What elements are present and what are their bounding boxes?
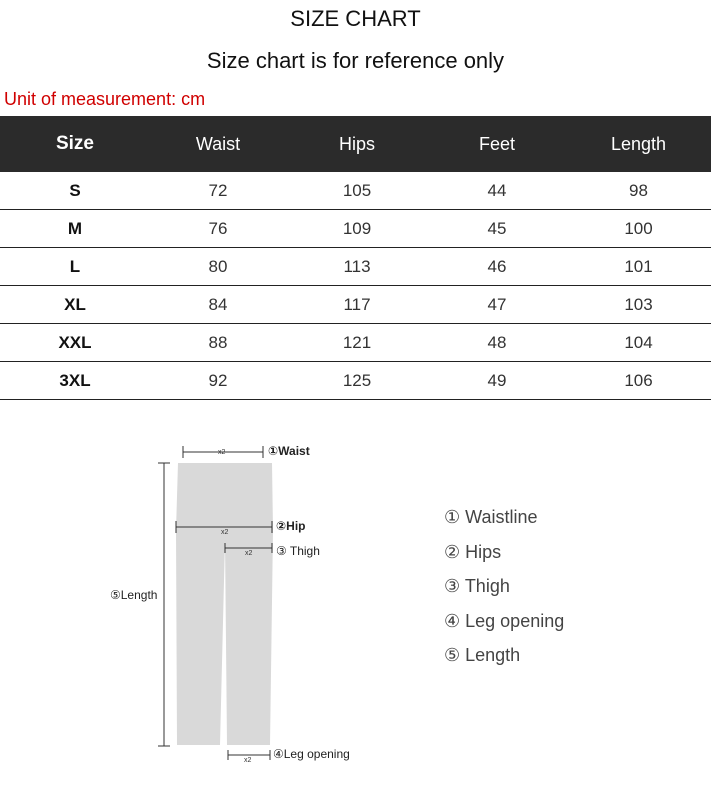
table-cell: 125: [286, 362, 428, 400]
table-cell: 80: [150, 248, 286, 286]
table-cell: 100: [566, 210, 711, 248]
table-cell: 45: [428, 210, 566, 248]
table-cell: 113: [286, 248, 428, 286]
table-cell: 47: [428, 286, 566, 324]
table-cell: 109: [286, 210, 428, 248]
pants-illustration: [0, 430, 711, 797]
legend-item: ① Waistline: [444, 507, 538, 527]
table-cell: 121: [286, 324, 428, 362]
table-cell: 49: [428, 362, 566, 400]
legend-item: ④ Leg opening: [444, 610, 565, 631]
column-header: Hips: [286, 116, 428, 172]
table-cell: 44: [428, 172, 566, 210]
multiplier-label: x2: [244, 757, 252, 764]
table-cell: 76: [150, 210, 286, 248]
column-header: Waist: [150, 116, 286, 172]
page-title: SIZE CHART: [290, 6, 421, 31]
legend-item: ③ Thigh: [444, 576, 510, 596]
multiplier-label: x2: [245, 550, 253, 557]
table-row: [0, 362, 711, 400]
page-subtitle: Size chart is for reference only: [206, 48, 505, 73]
table-cell: 48: [428, 324, 566, 362]
pants-diagram: [0, 430, 711, 797]
thigh-label: ③ Thigh: [276, 544, 320, 558]
size-table: [0, 116, 711, 400]
unit-note: Unit of measurement: cm: [4, 89, 206, 109]
table-cell: S: [0, 172, 150, 210]
column-header: Feet: [428, 116, 566, 172]
table-cell: 92: [150, 362, 286, 400]
table-cell: 98: [566, 172, 711, 210]
table-cell: 84: [150, 286, 286, 324]
table-cell: 106: [566, 362, 711, 400]
hip-label: ②Hip: [276, 519, 306, 533]
leg-opening-label: ④Leg opening: [273, 747, 350, 761]
table-cell: 103: [566, 286, 711, 324]
table-cell: 104: [566, 324, 711, 362]
table-cell: 46: [428, 248, 566, 286]
table-cell: 105: [286, 172, 428, 210]
legend-item: ② Hips: [444, 541, 502, 562]
multiplier-label: x2: [221, 529, 229, 536]
table-row: [0, 172, 711, 210]
table-row: [0, 286, 711, 324]
table-cell: 101: [566, 248, 711, 286]
pants-shape: [176, 463, 273, 745]
measurement-legend: [444, 504, 564, 677]
table-cell: 3XL: [0, 362, 150, 400]
table-cell: XL: [0, 286, 150, 324]
table-header-row: [0, 116, 711, 172]
table-row: [0, 210, 711, 248]
table-cell: 72: [150, 172, 286, 210]
table-cell: M: [0, 210, 150, 248]
table-cell: XXL: [0, 324, 150, 362]
column-header: Length: [566, 116, 711, 172]
multiplier-label: x2: [218, 449, 226, 456]
legend-item: ⑤ Length: [444, 645, 521, 665]
table-cell: L: [0, 248, 150, 286]
table-row: [0, 324, 711, 362]
column-header: Size: [0, 116, 150, 172]
table-cell: 117: [286, 286, 428, 324]
table-cell: 88: [150, 324, 286, 362]
table-row: [0, 248, 711, 286]
length-label: ⑤Length: [110, 588, 158, 602]
waist-label: ①Waist: [268, 444, 310, 458]
